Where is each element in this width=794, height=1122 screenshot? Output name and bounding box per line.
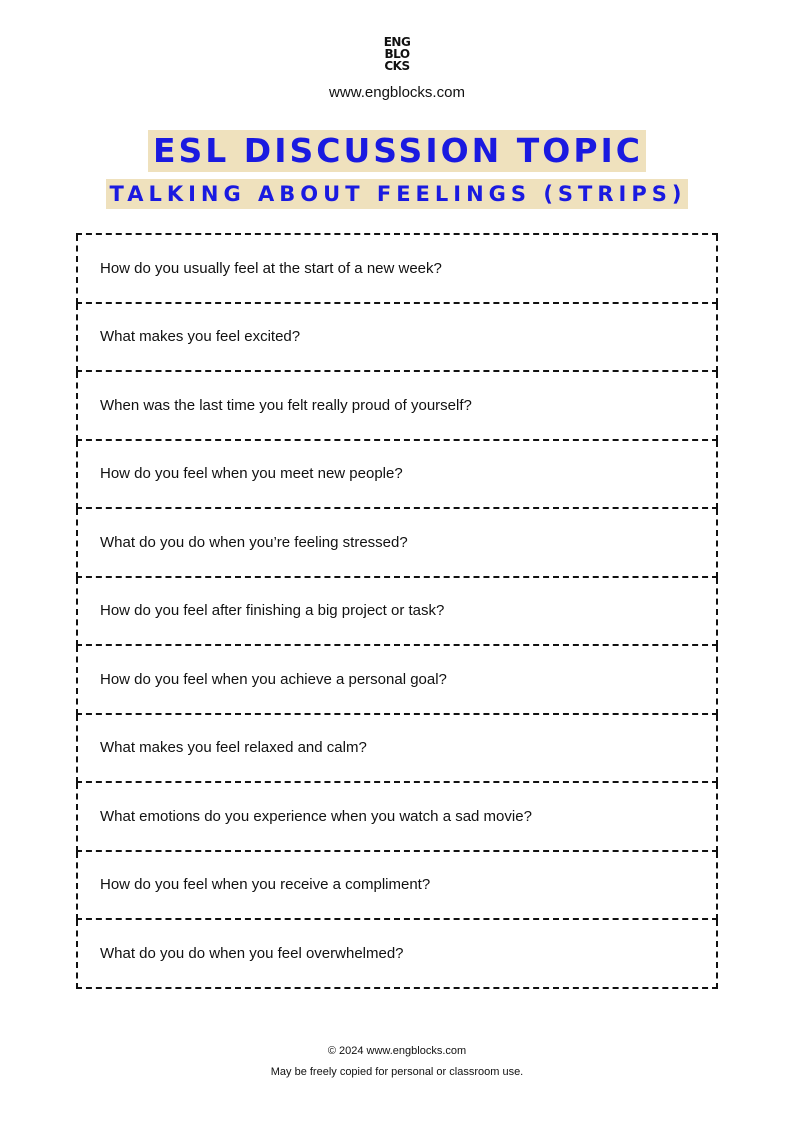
discussion-strip: [76, 578, 718, 647]
strip-question: When was the last time you felt really proud of yourself?: [100, 396, 472, 414]
discussion-strip: [76, 304, 718, 373]
strip-question: What makes you feel excited?: [100, 328, 301, 346]
strip-question: How do you feel when you meet new people?: [100, 465, 403, 483]
discussion-strip: [76, 372, 718, 441]
discussion-strip: [76, 783, 718, 852]
discussion-strip: [76, 509, 718, 578]
footer-usage-note: May be freely copied for personal or classroom use.: [270, 1066, 524, 1078]
discussion-strip: [76, 441, 718, 510]
strip-question: What makes you feel relaxed and calm?: [100, 739, 367, 757]
logo-line-1: ENG: [383, 35, 411, 49]
page-title: ESL DISCUSSION TOPIC: [148, 130, 646, 172]
discussion-strip: [76, 646, 718, 715]
discussion-strips: [76, 233, 718, 989]
discussion-strip: [76, 715, 718, 784]
strip-question: How do you feel when you achieve a personal goal?: [100, 670, 447, 688]
strip-question: How do you feel when you receive a compliment?: [100, 876, 431, 894]
strip-question: How do you usually feel at the start of a new week?: [100, 259, 442, 277]
site-url[interactable]: www.engblocks.com: [329, 84, 465, 101]
strip-question: How do you feel after finishing a big project or task?: [100, 602, 445, 620]
discussion-strip: [76, 235, 718, 304]
page-subtitle: TALKING ABOUT FEELINGS (STRIPS): [106, 179, 689, 209]
strip-question: What do you do when you’re feeling stressed?: [100, 533, 408, 551]
logo-line-2: BLO: [384, 47, 410, 61]
strip-question: What do you do when you feel overwhelmed?: [100, 944, 404, 962]
strip-question: What emotions do you experience when you watch a sad movie?: [100, 807, 532, 825]
logo-line-3: CKS: [384, 59, 410, 73]
discussion-strip: [76, 920, 718, 989]
discussion-strip: [76, 852, 718, 921]
engblocks-logo: [0, 36, 794, 72]
footer-copyright: © 2024 www.engblocks.com: [327, 1045, 467, 1057]
